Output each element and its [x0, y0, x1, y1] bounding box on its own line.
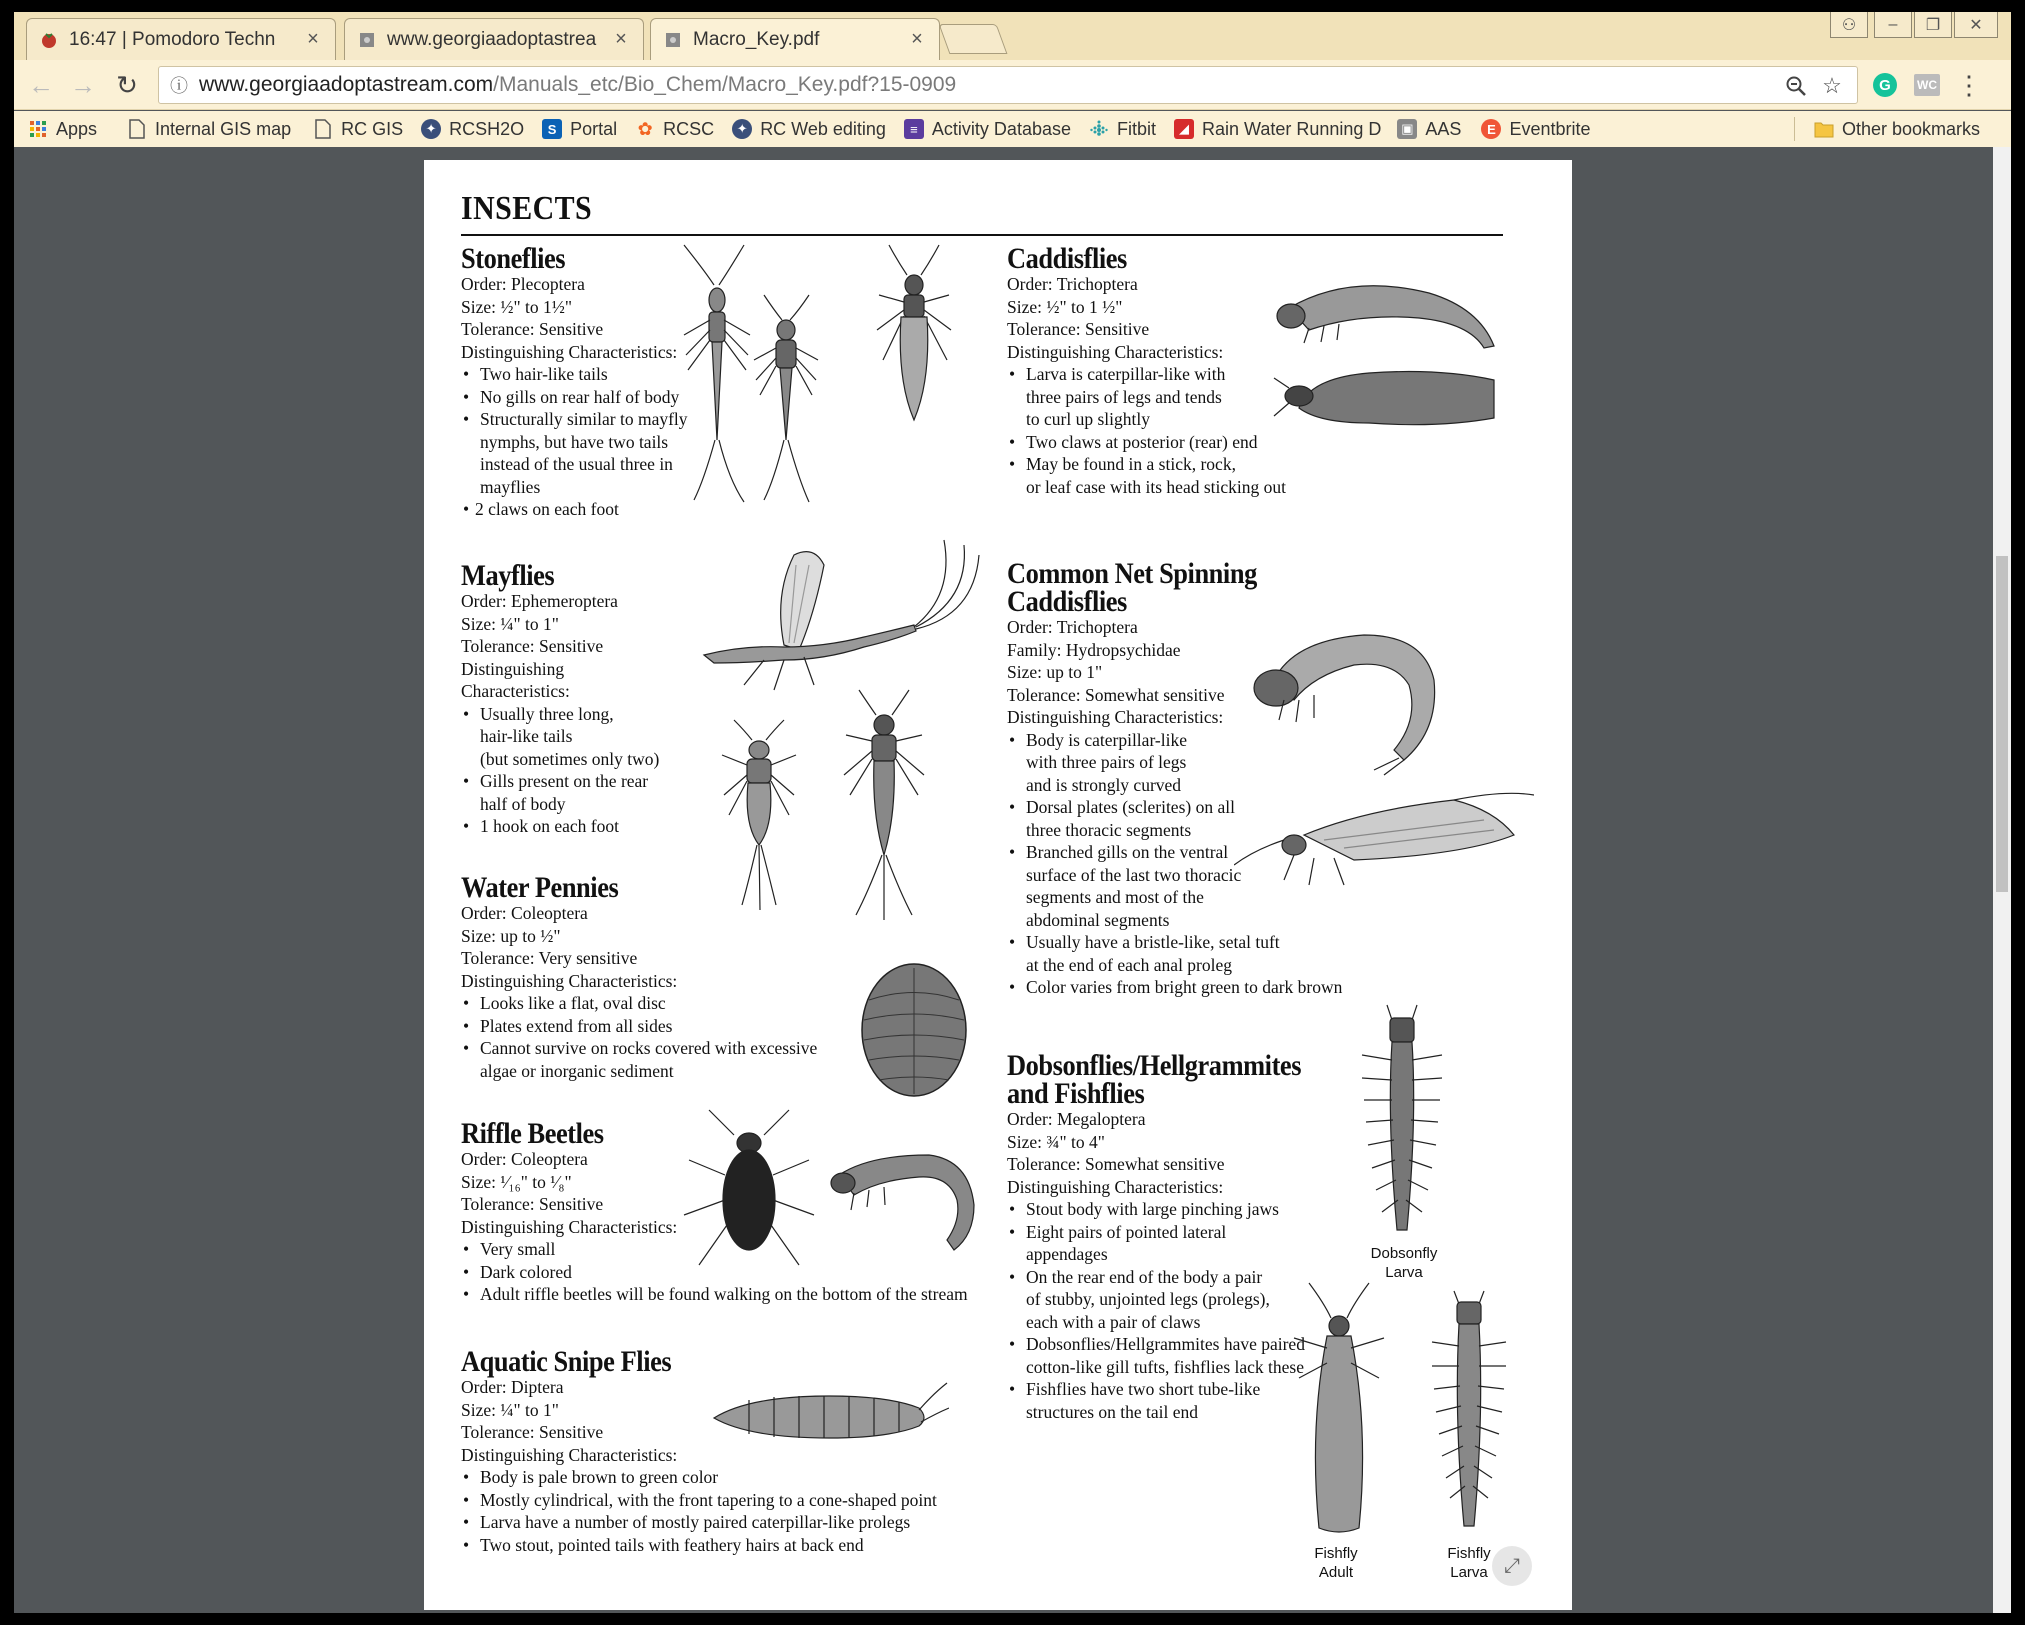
bookmark-label: Activity Database — [931, 118, 1071, 139]
tolerance-line: Tolerance: Sensitive — [1007, 319, 1150, 339]
seal-icon: ✦ — [421, 119, 441, 139]
list-item: • Color varies from bright green to dark brown — [1007, 976, 1342, 999]
order-line: Order: Trichoptera — [1007, 617, 1138, 637]
list-item: • Plates extend from all sides — [461, 1015, 817, 1038]
section-title: Aquatic Snipe Flies — [461, 1345, 672, 1378]
red-app-icon: ◢ — [1174, 119, 1194, 139]
sharepoint-icon: S — [542, 119, 562, 139]
section-title: Water Pennies — [461, 871, 619, 904]
list-item: • Mostly cylindrical, with the front tapering to a cone-shaped point — [461, 1489, 937, 1512]
bookmark-aas[interactable] — [1397, 119, 1461, 140]
net-spinning-caddisfly-illustration — [1234, 600, 1534, 920]
tolerance-line: Tolerance: Somewhat sensitive — [1007, 1154, 1225, 1174]
section-water-pennies — [461, 871, 818, 1082]
close-icon[interactable]: × — [307, 28, 319, 50]
tolerance-line: Tolerance: Sensitive — [461, 319, 604, 339]
size-line: Size: ¼" to 1" — [461, 1399, 559, 1420]
size-line: Size: ¾" to 4" — [1007, 1131, 1105, 1152]
other-bookmarks[interactable] — [1814, 119, 1980, 140]
eventbrite-icon: E — [1481, 119, 1501, 139]
section-stoneflies — [461, 242, 688, 521]
list-item: • Usually three long, hair-like tails (but sometimes only two) — [461, 703, 659, 771]
list-item: • Dorsal plates (sclerites) on all three thoracic segments — [1007, 796, 1342, 841]
list-item: • Dark colored — [461, 1261, 968, 1284]
size-line: Size: ¹⁄₁₆" to ¹⁄₈" — [461, 1171, 572, 1192]
page-icon — [313, 119, 333, 139]
scrollbar-thumb[interactable] — [1996, 556, 2008, 892]
seal-icon: ✦ — [732, 119, 752, 139]
bookmark-label: Eventbrite — [1509, 118, 1591, 139]
zoom-icon[interactable] — [1783, 73, 1809, 99]
section-caddisflies — [1007, 242, 1286, 498]
list-item: • Fishflies have two short tube-like structures on the tail end — [1007, 1378, 1341, 1423]
riffle-beetle-illustration — [679, 1105, 979, 1275]
characteristics-heading: Distinguishing Characteristics: — [1007, 1176, 1224, 1197]
order-line: Order: Ephemeroptera — [461, 591, 618, 611]
menu-icon[interactable]: ⋮ — [1956, 69, 1982, 100]
bookmarks-bar — [14, 111, 2011, 147]
list-item: • May be found in a stick, rock, or leaf case with its head sticking out — [1007, 453, 1286, 498]
caddisfly-larva-illustration — [1269, 268, 1509, 448]
page-title: INSECTS — [461, 190, 593, 227]
caption-fishfly-larva: Fishfly Larva — [1447, 1545, 1491, 1581]
bookmark-eventbrite[interactable] — [1481, 119, 1590, 140]
close-icon[interactable]: × — [615, 28, 627, 50]
browser-window — [14, 12, 2011, 1613]
size-line: Size: ½" to 1 ½" — [1007, 296, 1123, 317]
list-item: • Larva is caterpillar-like with three pairs of legs and tends to curl up slightly — [1007, 363, 1286, 431]
restore-button[interactable]: ❐ — [1914, 12, 1952, 38]
order-line: Order: Trichoptera — [1007, 274, 1138, 294]
bookmark-rain-water-running[interactable] — [1174, 119, 1381, 140]
list-item: • Usually have a bristle-like, setal tuft at the end of each anal proleg — [1007, 931, 1342, 976]
puzzle-icon: ▣ — [1397, 119, 1417, 139]
bookmark-label: Other bookmarks — [1842, 118, 1981, 139]
bookmarks-divider — [1794, 117, 1795, 141]
section-title: Caddisflies — [1007, 242, 1127, 275]
wc-label: WC — [1914, 74, 1940, 96]
caption-fishfly-adult: Fishfly Adult — [1314, 1545, 1358, 1581]
caption-dobsonfly-larva: Dobsonfly Larva — [1370, 1245, 1438, 1281]
toolbar — [14, 60, 2011, 110]
order-line: Order: Diptera — [461, 1377, 564, 1397]
close-window-button[interactable]: ✕ — [1954, 12, 1998, 38]
reload-button[interactable]: ↻ — [116, 69, 138, 100]
close-icon[interactable]: × — [911, 28, 923, 50]
bookmark-fitbit[interactable] — [1089, 119, 1156, 140]
tomato-icon — [39, 30, 59, 50]
section-title: Mayflies — [461, 559, 555, 592]
bookmark-rcsc[interactable] — [635, 119, 714, 140]
characteristics-heading: Distinguishing — [461, 658, 565, 679]
characteristics-list — [461, 992, 817, 1082]
form-icon: ≡ — [904, 119, 924, 139]
list-item: • Eight pairs of pointed lateral appendages — [1007, 1221, 1341, 1266]
bookmark-rc-gis[interactable] — [313, 119, 403, 140]
grammarly-icon[interactable] — [1870, 70, 1900, 100]
snipe-fly-illustration — [709, 1378, 949, 1448]
characteristics-heading: Distinguishing Characteristics: — [461, 1216, 678, 1237]
star-icon[interactable]: ☆ — [1822, 73, 1842, 98]
list-item: • Larva have a number of mostly paired caterpillar-like prolegs — [461, 1511, 937, 1534]
new-tab-button[interactable] — [939, 24, 1008, 54]
list-item: • Cannot survive on rocks covered with excessive algae or inorganic sediment — [461, 1037, 817, 1082]
pdf-fit-to-page-button[interactable]: ⤢ — [1492, 1546, 1532, 1586]
bookmark-rcsh2o[interactable] — [421, 119, 524, 140]
order-line: Order: Megaloptera — [1007, 1109, 1146, 1129]
bookmark-label: Fitbit — [1116, 118, 1156, 139]
bookmark-label: AAS — [1425, 118, 1462, 139]
list-item: • Two stout, pointed tails with feathery hairs at back end — [461, 1534, 937, 1557]
minimize-button[interactable]: – — [1874, 12, 1912, 38]
section-title-line2: and Fishflies — [1007, 1077, 1145, 1110]
list-item: • 2 claws on each foot — [461, 498, 688, 521]
fishfly-adult-illustration — [1279, 1278, 1399, 1538]
list-item: • Looks like a flat, oval disc — [461, 992, 817, 1015]
fishfly-larva-illustration — [1414, 1286, 1524, 1536]
characteristics-heading: Distinguishing Characteristics: — [1007, 707, 1224, 727]
order-line: Order: Plecoptera — [461, 274, 585, 294]
dobsonfly-larva-illustration — [1342, 1000, 1462, 1240]
url-host: www.georgiaadoptastream.com — [199, 73, 494, 96]
section-title-line1: Common Net Spinning — [1007, 557, 1257, 590]
list-item: • Body is pale brown to green color — [461, 1466, 937, 1489]
bookmark-activity-database[interactable] — [904, 119, 1071, 140]
tolerance-line: Tolerance: Sensitive — [461, 1422, 604, 1442]
section-title-line2: Caddisflies — [1007, 585, 1127, 618]
characteristics-heading: Distinguishing Characteristics: — [461, 970, 678, 991]
bookmark-internal-gis-map[interactable] — [127, 119, 291, 140]
family-line: Family: Hydropsychidae — [1007, 639, 1181, 660]
tab-georgiaadoptastream[interactable] — [344, 18, 644, 60]
section-title: Stoneflies — [461, 242, 566, 275]
list-item: • Gills present on the rear half of body — [461, 770, 659, 815]
section-title-line1: Dobsonflies/Hellgrammites — [1007, 1049, 1302, 1082]
bookmark-label: Apps — [56, 118, 98, 139]
stonefly-illustration — [674, 240, 964, 510]
list-item: • Very small — [461, 1238, 968, 1261]
bookmark-label: RC GIS — [341, 118, 404, 139]
list-item: • Stout body with large pinching jaws — [1007, 1198, 1341, 1221]
tab-pomodoro[interactable] — [26, 18, 336, 60]
apps-grid-icon — [28, 119, 48, 139]
bookmark-label: Portal — [570, 118, 618, 139]
title-rule — [461, 234, 1503, 236]
characteristics-heading: Distinguishing Characteristics: — [461, 341, 678, 362]
url-path: /Manuals_etc/Bio_Chem/Macro_Key.pdf?15-0909 — [493, 73, 957, 96]
address-bar[interactable] — [158, 66, 1858, 104]
tab-title: Macro_Key.pdf — [693, 28, 820, 50]
water-penny-illustration — [854, 960, 974, 1100]
tolerance-line: Tolerance: Somewhat sensitive — [1007, 684, 1225, 705]
list-item: • No gills on rear half of body — [461, 386, 688, 409]
info-icon[interactable]: ⓘ — [170, 76, 188, 96]
characteristics-list — [461, 363, 688, 521]
pdf-page — [424, 160, 1572, 1610]
word-counter-icon[interactable] — [1912, 70, 1942, 100]
forward-button[interactable]: → — [70, 69, 96, 100]
back-button[interactable]: ← — [28, 69, 54, 100]
bookmark-label: RC Web editing — [760, 118, 886, 139]
bookmark-label: RCSC — [663, 118, 715, 139]
list-item: • Two claws at posterior (rear) end — [1007, 431, 1286, 454]
bookmark-label: RCSH2O — [449, 118, 525, 139]
list-item: • Structurally similar to mayfly nymphs, but have two tails instead of the usual three in mayflies — [461, 408, 688, 498]
tolerance-line: Tolerance: Sensitive — [461, 1194, 604, 1214]
order-line: Order: Coleoptera — [461, 903, 588, 923]
bookmark-rc-web-editing[interactable] — [732, 119, 886, 140]
tab-strip — [14, 12, 2011, 60]
tab-title: 16:47 | Pomodoro Techn — [69, 28, 276, 50]
section-title: Riffle Beetles — [461, 1117, 604, 1150]
size-line: Size: ½" to 1½" — [461, 296, 573, 317]
list-item: • 1 hook on each foot — [461, 815, 659, 838]
tab-title: www.georgiaadoptastrea — [387, 28, 597, 50]
scrollbar[interactable] — [1993, 147, 2011, 1613]
puzzle-icon — [663, 30, 683, 50]
page-icon — [127, 119, 147, 139]
folder-icon — [1814, 119, 1834, 139]
list-item: • On the rear end of the body a pair of stubby, unjointed legs (prolegs), each with a pair of claws — [1007, 1266, 1341, 1334]
paw-icon: ✿ — [637, 118, 653, 139]
size-line: Size: ¼" to 1" — [461, 613, 559, 634]
tab-macro-key-pdf[interactable] — [650, 18, 940, 60]
characteristics-heading-2: Characteristics: — [461, 681, 570, 701]
size-line: Size: up to 1" — [1007, 662, 1103, 682]
bookmark-portal[interactable] — [542, 119, 617, 140]
profile-icon[interactable]: ⚇ — [1830, 12, 1868, 38]
list-item: • Branched gills on the ventral surface of the last two thoracic segments and most of the abdominal segments — [1007, 841, 1342, 931]
characteristics-list — [1007, 363, 1286, 498]
characteristics-heading: Distinguishing Characteristics: — [461, 1444, 678, 1465]
list-item: • Adult riffle beetles will be found walking on the bottom of the stream — [461, 1283, 968, 1306]
list-item: • Body is caterpillar-like with three pairs of legs and is strongly curved — [1007, 729, 1342, 797]
puzzle-icon — [357, 30, 377, 50]
fitbit-icon — [1089, 119, 1109, 139]
characteristics-heading: Distinguishing Characteristics: — [1007, 341, 1224, 362]
grammarly-letter: G — [1879, 77, 1891, 94]
list-item: • Dobsonflies/Hellgrammites have paired cotton-like gill tufts, fishflies lack these — [1007, 1333, 1341, 1378]
bookmark-apps[interactable] — [28, 119, 97, 140]
size-line: Size: up to ½" — [461, 925, 561, 946]
bookmark-label: Internal GIS map — [155, 118, 292, 139]
bookmark-label: Rain Water Running D — [1202, 118, 1382, 139]
list-item: • Two hair-like tails — [461, 363, 688, 386]
order-line: Order: Coleoptera — [461, 1149, 588, 1169]
tolerance-line: Tolerance: Sensitive — [461, 636, 604, 656]
tolerance-line: Tolerance: Very sensitive — [461, 948, 638, 968]
characteristics-list — [461, 1466, 937, 1556]
